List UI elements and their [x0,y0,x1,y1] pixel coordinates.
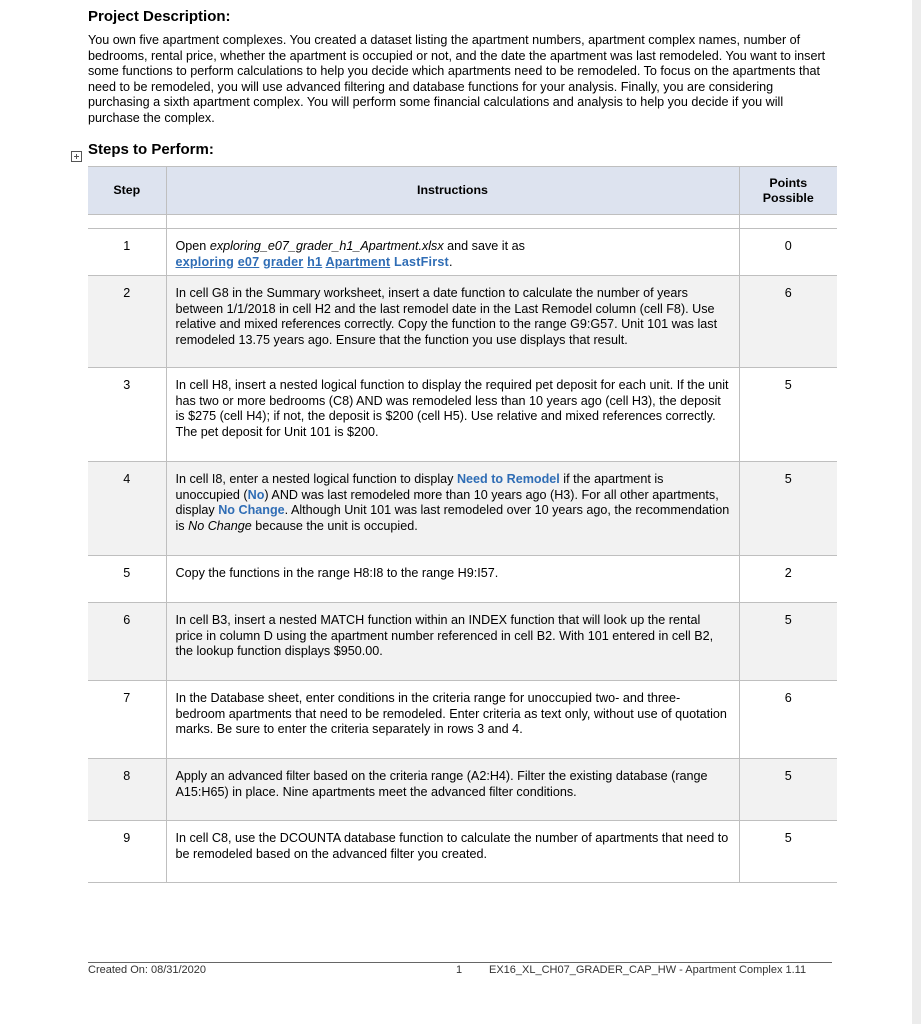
step-number: 9 [88,821,166,883]
step-points: 0 [739,229,837,276]
save-as-filename: exploring e07 grader h1 Apartment LastFirst [175,254,449,269]
table-row [88,462,837,556]
step-number: 7 [88,681,166,759]
footer-page-number: 1 [456,964,463,976]
step-points: 5 [739,368,837,462]
step-instruction: In cell G8 in the Summary worksheet, insert a date function to calculate the number of years between 1/1/2018 in cell H2 and the last remodel date in the Last Remodel column (cell F8). Use relative and mixed references correctly. Copy the function to the range G9:G57. Unit 101 was last remodeled 13.75 years ago. Ensure that the function you use displays that result. [166,276,739,368]
header-instructions: Instructions [166,167,739,215]
step-points: 5 [739,821,837,883]
table-row [88,276,837,368]
project-description-text: You own five apartment complexes. You created a dataset listing the apartment numbers, apartment complex names, number of bedrooms, rental price, whether the apartment is occupied or not, and the date the apartment was last remodeled. You want to insert some functions to perform calculations to help you decide which apartments need to be remodeled. To focus on the apartments that need to be remodeled, you will use advanced filtering and database functions for your analysis. Finally, you are considering purchasing a sixth apartment complex. You will perform some financial calculations and analysis to help you decide if you will purchase the complex. [88,33,826,125]
step-number: 6 [88,603,166,681]
step-instruction: In cell H8, insert a nested logical function to display the required pet deposit for each unit. If the unit has two or more bedrooms (C8) AND was remodeled less than 10 years ago (cell H3), the deposit is $275 (cell H4); if not, the deposit is $200 (cell H5). Use relative and mixed references correctly. The pet deposit for Unit 101 is $200. [166,368,739,462]
step-points: 6 [739,681,837,759]
steps-title: Steps to Perform: [88,141,214,158]
step-points: 5 [739,462,837,556]
project-description-title: Project Description: [88,8,231,25]
footer-document-id: EX16_XL_CH07_GRADER_CAP_HW - Apartment Complex 1.11 [489,964,807,976]
step-instruction: In cell C8, use the DCOUNTA database function to calculate the number of apartments that need to be remodeled based on the advanced filter you created. [166,821,739,883]
step-instruction: Copy the functions in the range H8:I8 to the range H9:I57. [166,556,739,603]
footer-divider [88,962,832,963]
steps-table [88,166,837,883]
table-row [88,229,837,276]
header-step: Step [88,167,166,215]
step-number: 8 [88,759,166,821]
step-points: 5 [739,603,837,681]
plus-box-icon[interactable] [71,151,82,162]
step-instruction: In cell B3, insert a nested MATCH function within an INDEX function that will look up the rental price in column D using the apartment number referenced in cell B2. With 101 entered in cell B2, the lookup function displays $950.00. [166,603,739,681]
step-points: 2 [739,556,837,603]
table-header-row [88,167,837,215]
table-row [88,759,837,821]
table-row [88,681,837,759]
header-points: Points Possible [739,167,837,215]
step-points: 6 [739,276,837,368]
step-instruction: Open exploring_e07_grader_h1_Apartment.xlsx and save it as exploring e07 grader h1 Apartment LastFirst. [166,229,739,276]
table-row [88,603,837,681]
step-number: 5 [88,556,166,603]
step-number: 1 [88,229,166,276]
step-points: 5 [739,759,837,821]
step-number: 3 [88,368,166,462]
page-edge [912,0,921,1024]
table-row [88,556,837,603]
table-row [88,368,837,462]
step-instruction: In the Database sheet, enter conditions in the criteria range for unoccupied two- and three-bedroom apartments that need to be remodeled. Enter criteria as text only, without use of quotation marks. Be sure to enter the criteria separately in rows 3 and 4. [166,681,739,759]
step-number: 4 [88,462,166,556]
table-row [88,821,837,883]
step-number: 2 [88,276,166,368]
step-instruction: In cell I8, enter a nested logical function to display Need to Remodel if the apartment is unoccupied (No) AND was last remodeled more than 10 years ago (H3). For all other apartments, display No Change. Although Unit 101 was last remodeled over 10 years ago, the recommendation is No Change because the unit is occupied. [166,462,739,556]
step-instruction: Apply an advanced filter based on the criteria range (A2:H4). Filter the existing database (range A15:H65) in place. Nine apartments meet the advanced filter conditions. [166,759,739,821]
footer-created-date: Created On: 08/31/2020 [88,964,207,976]
